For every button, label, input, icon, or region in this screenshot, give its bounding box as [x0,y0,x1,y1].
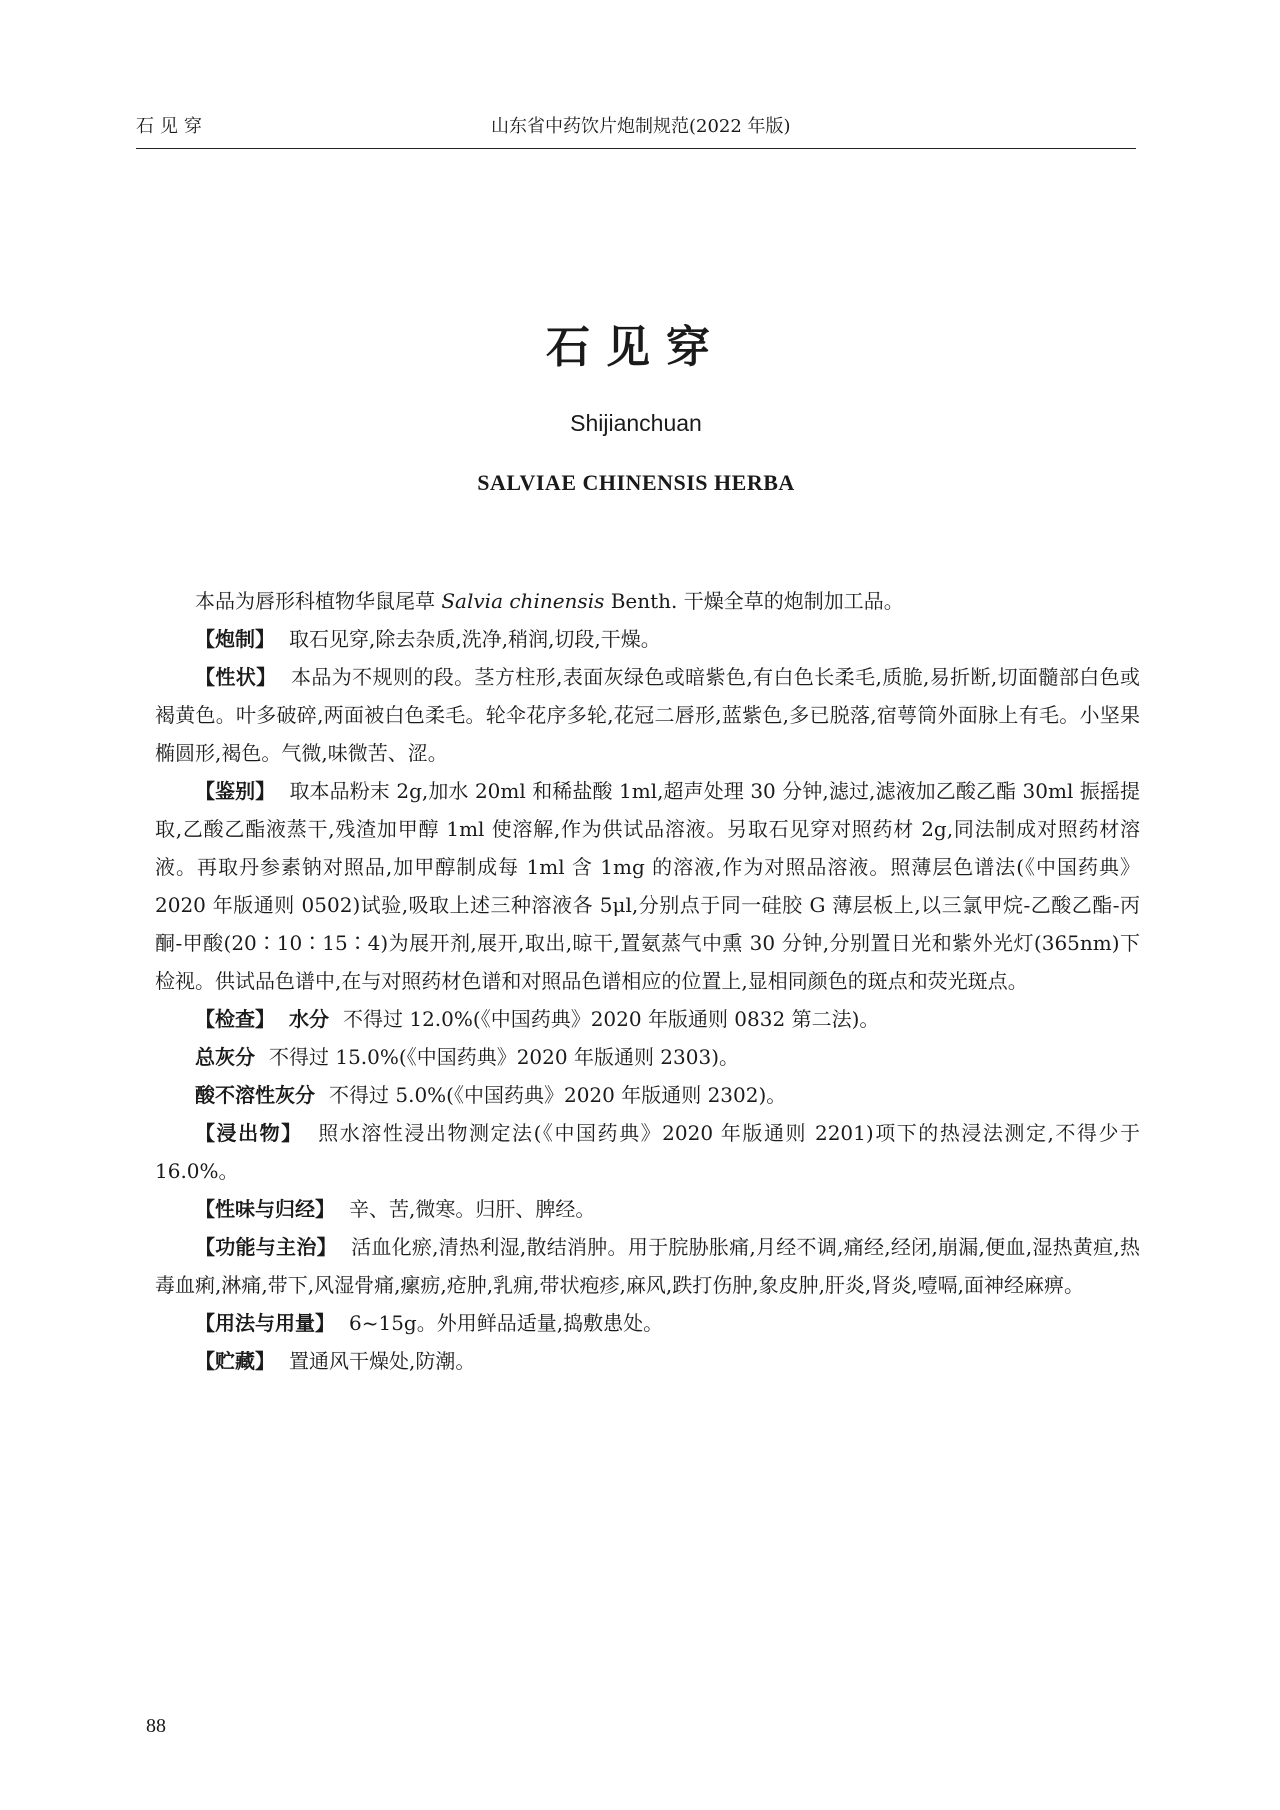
section-label-jiancha: 【检查】 [195,1007,275,1031]
section-jianbie [155,772,1140,1000]
species-name: Salvia chinensis [441,589,605,613]
title-block [136,318,1136,498]
section-label-gongneng: 【功能与主治】 [195,1235,337,1259]
section-jinchuwu [155,1114,1140,1190]
page-title: 石见穿 [546,322,726,373]
total-ash-label: 总灰分 [195,1045,255,1069]
pinyin-title: Shijianchuan [570,410,702,436]
section-yongfa [155,1304,1140,1342]
section-xingwei [155,1190,1140,1228]
header-rule [136,148,1136,149]
section-label-xingzhuang: 【性状】 [195,665,277,689]
acid-ash-label: 酸不溶性灰分 [195,1083,315,1107]
section-text-paozhi: 取石见穿,除去杂质,洗净,稍润,切段,干燥。 [289,627,661,651]
intro-paragraph [155,582,1140,620]
section-gongneng [155,1228,1140,1304]
header-book-title: 山东省中药饮片炮制规范(2022 年版) [491,116,791,137]
section-paozhi [155,620,1140,658]
total-ash-text: 不得过 15.0%(《中国药典》2020 年版通则 2303)。 [269,1045,740,1069]
section-jiancha [155,1000,1140,1038]
section-label-xingwei: 【性味与归经】 [195,1197,335,1221]
subsection-acid-ash [155,1076,1140,1114]
section-label-zhucang: 【贮藏】 [195,1349,275,1373]
section-label-jianbie: 【鉴别】 [195,779,276,803]
section-text-gongneng: 活血化瘀,清热利湿,散结消肿。用于脘胁胀痛,月经不调,痛经,经闭,崩漏,便血,湿热黄疸,热毒血痢,淋痛,带下,风湿骨痛,瘰疬,疮肿,乳痈,带状疱疹,麻风,跌打伤肿,象皮肿,肝炎,肾炎,噎嗝,面神经麻痹。 [155,1235,1141,1297]
acid-ash-text: 不得过 5.0%(《中国药典》2020 年版通则 2302)。 [329,1083,787,1107]
water-label: 水分 [289,1007,329,1031]
section-label-paozhi: 【炮制】 [195,627,275,651]
monograph-body [155,582,1140,1380]
intro-before: 本品为唇形科植物华鼠尾草 [195,589,442,613]
page-number: 88 [146,1715,166,1737]
running-header [136,112,1136,144]
section-text-xingwei: 辛、苦,微寒。归肝、脾经。 [349,1197,596,1221]
section-text-yongfa: 6~15g。外用鲜品适量,捣敷患处。 [349,1311,664,1335]
latin-title: SALVIAE CHINENSIS HERBA [477,470,795,495]
section-label-yongfa: 【用法与用量】 [195,1311,335,1335]
subsection-total-ash [155,1038,1140,1076]
section-label-jinchuwu: 【浸出物】 [195,1121,303,1145]
section-text-jianbie: 取本品粉末 2g,加水 20ml 和稀盐酸 1ml,超声处理 30 分钟,滤过,滤液加乙酸乙酯 30ml 振摇提取,乙酸乙酯液蒸干,残渣加甲醇 1ml 使溶解,作为供试品溶液。另取石见穿对照药材 2g,同法制成对照药材溶液。再取丹参素钠对照品,加甲醇制成每 1ml 含 1mg 的溶液,作为对照品溶液。照薄层色谱法(《中国药典》2020 年版通则 0502)试验,吸取上述三种溶液各 5μl,分别点于同一硅胶 G 薄层板上,以三氯甲烷-乙酸乙酯-丙酮-甲酸(20∶10∶15∶4)为展开剂,展开,取出,晾干,置氨蒸气中熏 30 分钟,分别置日光和紫外光灯(365nm)下检视。供试品色谱中,在与对照药材色谱和对照品色谱相应的位置上,显相同颜色的斑点和荧光斑点。 [155,779,1140,993]
section-text-jinchuwu: 照水溶性浸出物测定法(《中国药典》2020 年版通则 2201)项下的热浸法测定,不得少于 16.0%。 [155,1121,1140,1183]
intro-after: Benth. 干燥全草的炮制加工品。 [604,589,904,613]
section-text-xingzhuang: 本品为不规则的段。茎方柱形,表面灰绿色或暗紫色,有白色长柔毛,质脆,易折断,切面髓部白色或褐黄色。叶多破碎,两面被白色柔毛。轮伞花序多轮,花冠二唇形,蓝紫色,多已脱落,宿萼筒外面脉上有毛。小坚果椭圆形,褐色。气微,味微苦、涩。 [155,665,1141,765]
water-text: 不得过 12.0%(《中国药典》2020 年版通则 0832 第二法)。 [343,1007,880,1031]
section-text-zhucang: 置通风干燥处,防潮。 [289,1349,476,1373]
header-entry-name: 石见穿 [136,116,208,137]
section-xingzhuang [155,658,1140,772]
section-zhucang [155,1342,1140,1380]
